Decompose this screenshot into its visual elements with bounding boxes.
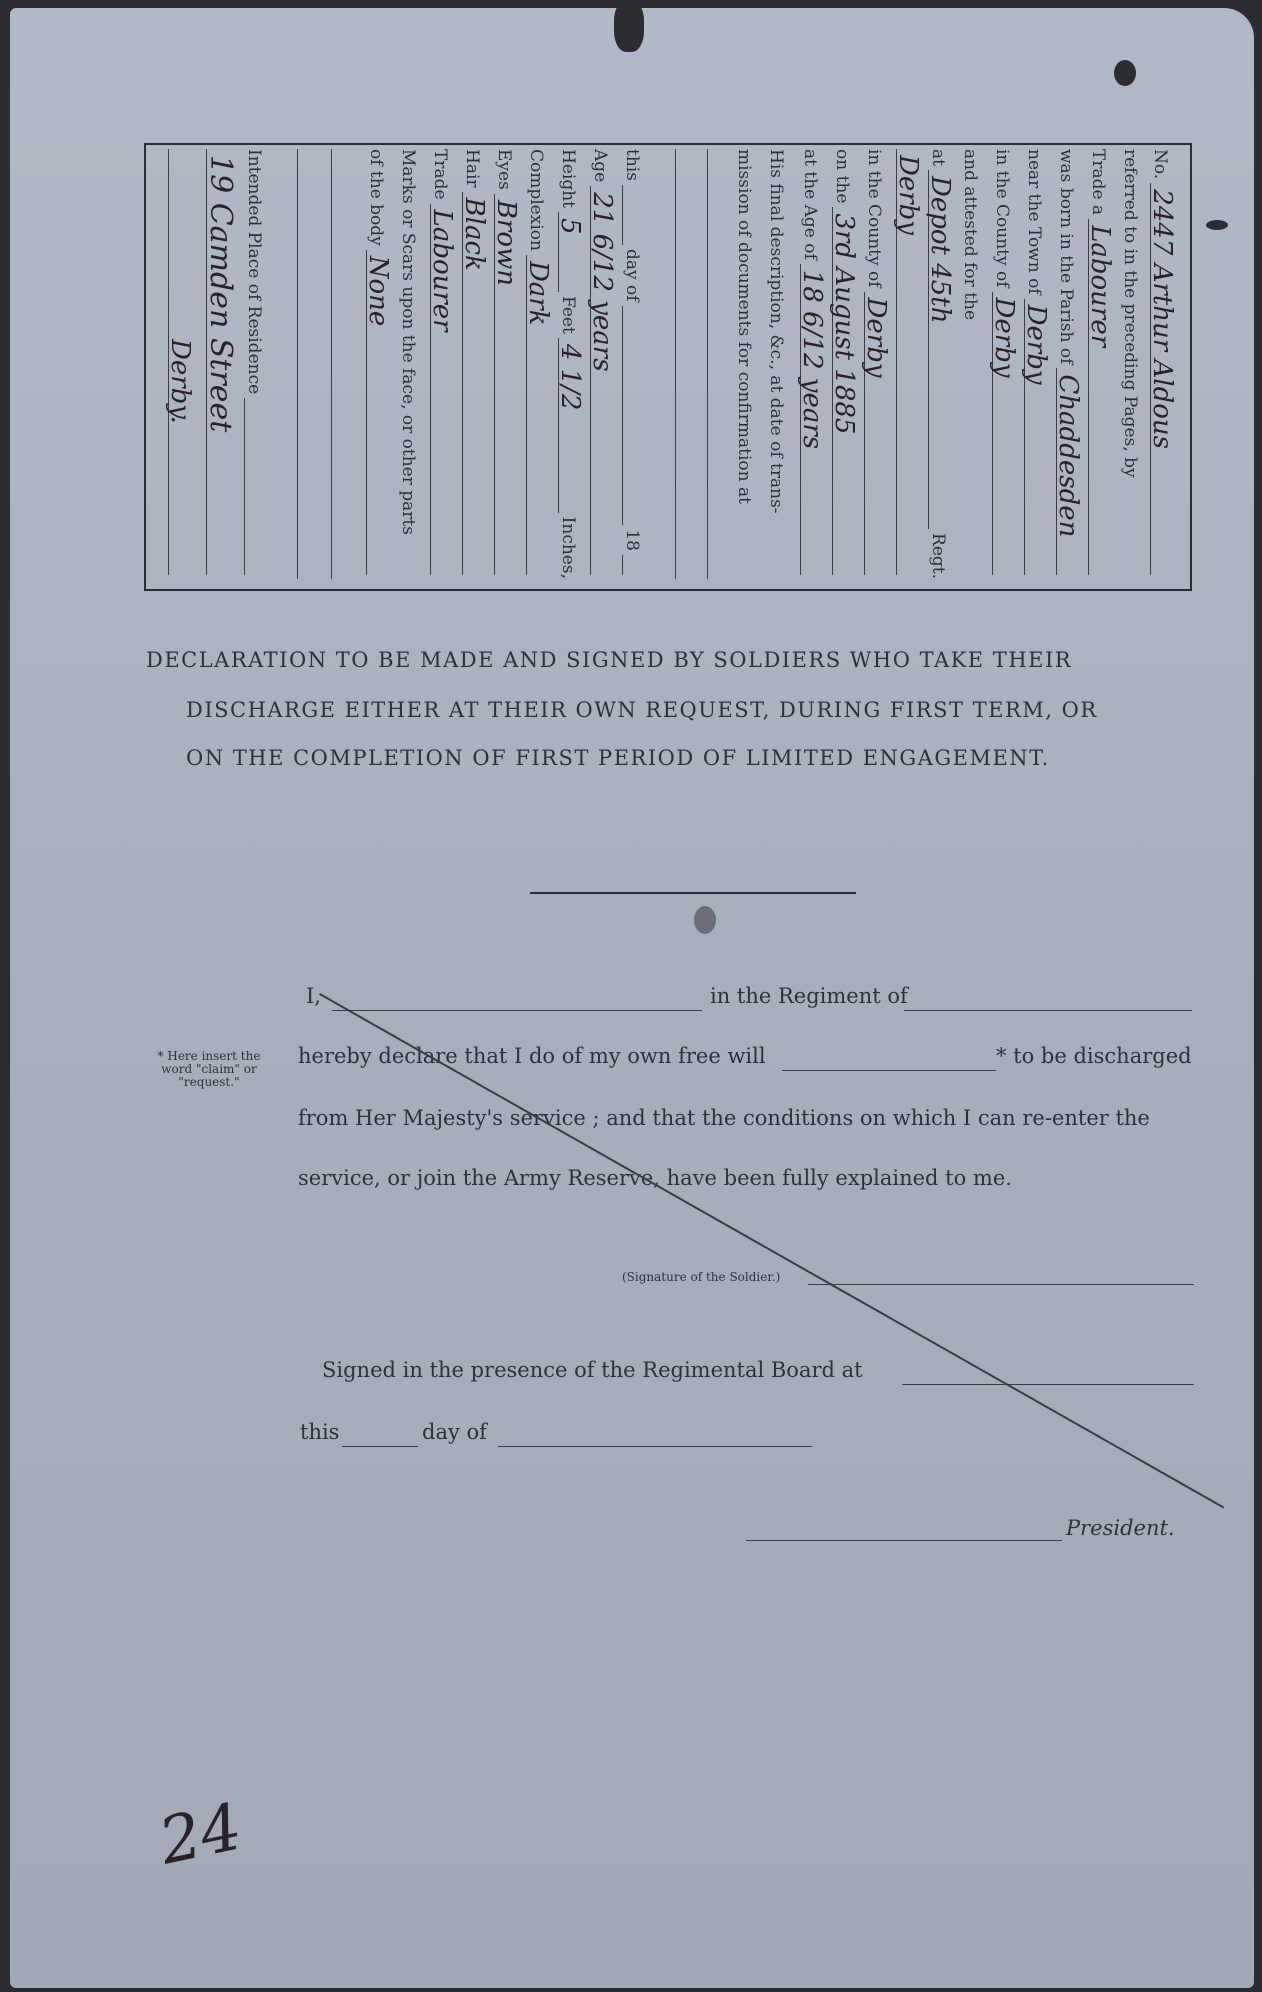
this-day-line: [622, 149, 650, 579]
torn-hole: [1114, 60, 1136, 86]
age-line: [797, 149, 828, 579]
section-divider: [530, 892, 856, 894]
regiment-label: in the Regiment of: [710, 984, 908, 1008]
eyes-label: Eyes: [494, 149, 514, 190]
signature-field[interactable]: [808, 1264, 1194, 1285]
board-location-field[interactable]: [902, 1358, 1194, 1385]
county-line: [989, 149, 1020, 579]
trade2-label: Trade: [430, 149, 450, 200]
trade-line: [1085, 149, 1116, 579]
at-line: [925, 149, 956, 579]
from-line: from Her Majesty's service ; and that the conditions on which I can re-enter the: [298, 1106, 1150, 1130]
regt-label: Regt.: [928, 533, 948, 579]
eyes-line: [491, 149, 522, 579]
on-the-value: 3rd August 1885: [829, 213, 859, 435]
referred-text: referred to in the preceding Pages, by: [1120, 149, 1140, 478]
register-rule: [297, 149, 298, 579]
county2-value: Derby: [861, 297, 891, 378]
torn-hole: [614, 0, 644, 52]
at-place-line: [893, 149, 924, 579]
height-line: [555, 149, 586, 579]
signature-label: (Signature of the Soldier.): [622, 1270, 781, 1284]
parish-line: [1053, 149, 1084, 579]
parish-value: Chaddesden: [1053, 374, 1083, 538]
referred-line: [1120, 149, 1148, 579]
no-label: No.: [1150, 149, 1170, 180]
this-label: this: [622, 149, 642, 181]
attested-line: [960, 149, 988, 579]
inches-label: Inches,: [558, 516, 578, 579]
declaration-line-1: DECLARATION TO BE MADE AND SIGNED BY SOLDIERS WHO TAKE THEIR: [146, 648, 1073, 672]
ink-smudge: [694, 906, 716, 934]
complexion-value: Dark: [523, 260, 553, 326]
footnote: * Here insert the word "claim" or "request.": [157, 1049, 261, 1089]
county2-line: [861, 149, 892, 579]
register-rotated: [165, 149, 1178, 579]
residence-value-line: [203, 149, 238, 579]
town-label: near the Town of: [1024, 149, 1044, 295]
final-desc-line: [766, 149, 794, 579]
declaration-line-3: ON THE COMPLETION OF FIRST PERIOD OF LIMITED ENGAGEMENT.: [186, 746, 1050, 770]
hair-value: Black: [459, 197, 489, 271]
residence-value-2: Derby.: [165, 339, 195, 424]
residence-label: Intended Place of Residence: [244, 149, 264, 395]
i-label: I,: [306, 984, 321, 1008]
day-of-label: day of: [422, 1420, 487, 1444]
body-label: of the body: [366, 149, 386, 246]
declaration-line-2: DISCHARGE EITHER AT THEIR OWN REQUEST, DURING FIRST TERM, OR: [186, 698, 1098, 722]
register-rule: [331, 149, 332, 579]
to-be-discharged-text: * to be discharged: [996, 1044, 1192, 1068]
register-rule: [707, 149, 708, 579]
trade-value: Labourer: [1085, 225, 1115, 348]
hereby-text: hereby declare that I do of my own free will: [298, 1044, 766, 1068]
eyes-value: Brown: [491, 199, 521, 287]
county-label: in the County of: [992, 149, 1012, 288]
day-of-label: day of: [622, 248, 642, 302]
president-signature-field[interactable]: [746, 1514, 1062, 1541]
residence-line: [244, 149, 272, 579]
age2-line: [587, 149, 618, 579]
president-label: President.: [1066, 1516, 1175, 1540]
on-the-line: [829, 149, 860, 579]
month-field[interactable]: [498, 1420, 812, 1447]
folio-number: 24: [153, 1790, 249, 1880]
claim-request-field[interactable]: [782, 1044, 996, 1071]
feet-label: Feet: [558, 296, 578, 334]
residence-value-1: 19 Camden Street: [203, 155, 238, 433]
county-value: Derby: [989, 297, 1019, 378]
complexion-label: Complexion: [526, 149, 546, 251]
eighteen-label: 18: [622, 529, 642, 551]
regiment-field[interactable]: [904, 984, 1192, 1011]
at-label: at: [928, 149, 948, 166]
age-label: at the Age of: [800, 149, 820, 260]
register-rule: [675, 149, 676, 579]
marks-label: Marks or Scars upon the face, or other parts: [398, 149, 418, 535]
trade2-value: Labourer: [427, 209, 457, 332]
hair-line: [459, 149, 490, 579]
trade-label: Trade a: [1088, 149, 1108, 216]
mission-line: [734, 149, 762, 579]
trade2-line: [427, 149, 458, 579]
age-value: 18 6/12 years: [797, 269, 827, 450]
soldier-name: 2447 Arthur Aldous: [1147, 189, 1177, 449]
name-field[interactable]: [332, 984, 702, 1011]
age2-label: Age: [590, 149, 610, 183]
height-value: 5: [555, 218, 585, 235]
day-field[interactable]: [342, 1420, 418, 1447]
register-no-line: [1147, 149, 1178, 579]
final-desc-text: His final description, &c., at date of trans-: [766, 149, 786, 514]
body-value: None: [363, 255, 393, 327]
register-box: [144, 143, 1192, 591]
signed-presence-text: Signed in the presence of the Regimental Board at: [322, 1358, 863, 1382]
age2-value: 21 6/12 years: [587, 192, 617, 372]
hair-label: Hair: [462, 149, 482, 188]
service-line: service, or join the Army Reserve, have been fully explained to me.: [298, 1166, 1012, 1190]
town-value: Derby: [1021, 304, 1051, 385]
inches-value: 4 1/2: [555, 343, 585, 411]
document-page: [10, 8, 1254, 1988]
height-label: Height: [558, 149, 578, 208]
at-value: Derby: [893, 155, 923, 235]
mission-text: mission of documents for confirmation at: [734, 149, 754, 504]
town-line: [1021, 149, 1052, 579]
marks-line: [398, 149, 426, 579]
parish-label: was born in the Parish of: [1056, 149, 1076, 365]
complexion-line: [523, 149, 554, 579]
torn-hole: [1206, 220, 1228, 230]
body-line: [363, 149, 394, 579]
county2-label: in the County of: [864, 149, 884, 288]
attested-value: Depot 45th: [925, 175, 955, 324]
on-the-label: on the: [832, 149, 852, 204]
residence-value-line-2: [165, 149, 196, 579]
this-label: this: [300, 1420, 340, 1444]
attested-label: and attested for the: [960, 149, 980, 321]
